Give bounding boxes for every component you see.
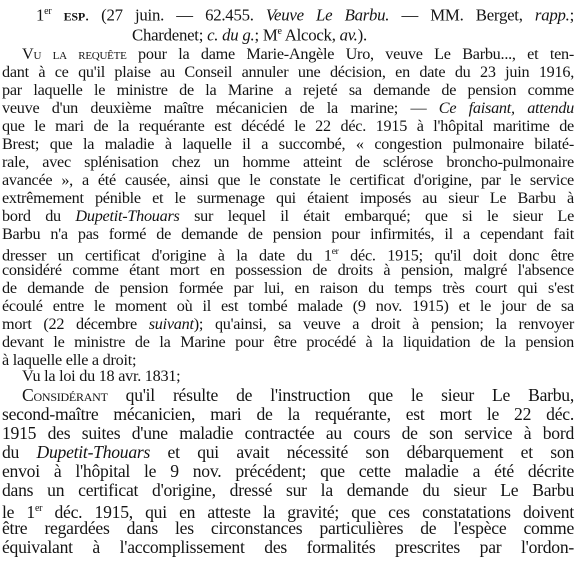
requete-line-8: avancée », a été causée, ainsi que le constate le certificat d'origine, par le service xyxy=(2,171,574,189)
requete-line-7: rale, avec splénisation chez un homme atteint de sclérose broncho-pulmonaire xyxy=(2,153,574,171)
requete-line-3: par laquelle le ministre de la Marine a rejeté sa demande de pension comme xyxy=(2,81,574,99)
requete-line-2: dant à ce qu'il plaise au Conseil annuler une décision, en date du 23 juin 1916, xyxy=(2,63,574,81)
requete-line-16: mort (22 décembre suivant); qu'ainsi, sa veuve a droit à pension; la renvoyer xyxy=(2,315,574,333)
requete-line-15: écoulé entre le moment où il est tombé malade (9 nov. 1915) et le jour de sa xyxy=(2,297,574,315)
requete-line-12: dresser un certificat d'origine à la date du 1er déc. 1915; qu'il doit donc être xyxy=(2,246,574,265)
visa-line: Vu la loi du 18 avr. 1831; xyxy=(22,367,181,385)
considerant-line-2: second-maître mécanicien, mari de la requérante, est mort le 22 déc. xyxy=(2,404,574,424)
considerant-line-7: le 1er déc. 1915, qui en atteste la gravité; que ces constatations doivent xyxy=(2,501,574,522)
considerant-line-4: du Dupetit-Thouars et qui avait nécessité son débarquement et son xyxy=(2,442,574,462)
considerant-line-6: dans un certificat d'origine, dressé sur la demande du sieur Le Barbu xyxy=(2,480,574,500)
requete-line-4: veuve d'un deuxième maître mécanicien de la marine; — Ce faisant, attendu xyxy=(2,99,575,117)
considerant-line-1: Considérant qu'il résulte de l'instruction que le sieur Le Barbu, xyxy=(22,385,574,405)
requete-line-13: considéré comme étant mort en possession de droits à pension, malgré l'absence xyxy=(2,261,574,279)
requete-line-10: bord du Dupetit-Thouars sur lequel il était embarqué; que si le sieur Le xyxy=(2,207,575,225)
case-header-line-1: 1er esp. (27 juin. — 62.455. Veuve Le Barbu. — MM. Berget, rapp.; xyxy=(36,5,574,25)
requete-line-14: de demande de pension formée par lui, en raison du temps très court qui s'est xyxy=(2,279,574,297)
requete-line-11: Barbu n'a pas formé de demande de pension pour infirmités, il a cependant fait xyxy=(2,225,574,243)
considerant-line-5: envoi à l'hôpital le 9 nov. précédent; que cette maladie a été décrite xyxy=(2,461,574,481)
requete-line-5: que le mari de la requérante est décédé le 22 déc. 1915 à l'hôpital maritime de xyxy=(2,117,574,135)
considerant-line-8: être regardées dans les circonstances particulières de l'espèce comme xyxy=(2,518,574,538)
requete-line-9: extrêmement pénible et le surmenage qui étaient imposés au sieur Le Barbu à xyxy=(2,189,574,207)
requete-line-6: Brest; que la maladie à laquelle il a succombé, « congestion pulmonaire bilaté- xyxy=(2,135,574,153)
case-header-line-2: Chardenet; c. du g.; Me Alcock, av.). xyxy=(132,25,367,45)
requete-line-18: à laquelle elle a droit; xyxy=(2,351,137,369)
requete-line-1: Vu la requête pour la dame Marie-Angèle Uro, veuve Le Barbu..., et ten- xyxy=(22,45,574,63)
requete-line-17: devant le ministre de la Marine pour être procédé à la liquidation de la pension xyxy=(2,333,574,351)
considerant-line-9: équivalant à l'accomplissement des formalités prescrites par l'ordon- xyxy=(2,537,574,557)
considerant-line-3: 1915 des suites d'une maladie contractée au cours de son service à bord xyxy=(2,423,574,443)
